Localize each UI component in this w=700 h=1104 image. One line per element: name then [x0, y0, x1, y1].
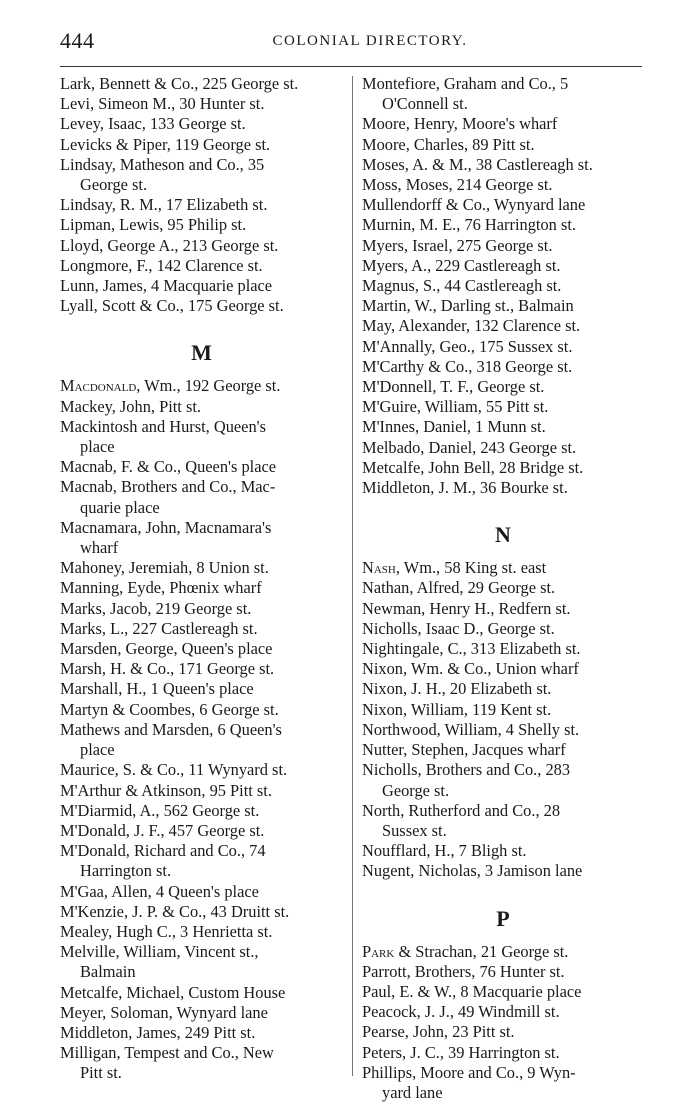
entry-text: Lloyd, George A., 213 George st. [60, 235, 279, 255]
directory-entry [60, 558, 343, 578]
running-title: COLONIAL DIRECTORY. [272, 33, 468, 49]
directory-entry [60, 882, 343, 902]
column-divider [352, 76, 353, 1076]
entry-text: Levi, Simeon M., 30 Hunter st. [60, 94, 265, 114]
directory-entry [60, 720, 343, 760]
directory-entry [362, 1063, 644, 1103]
entry-text: Phillips, Moore and Co., 9 Wyn- [362, 1062, 576, 1082]
directory-entry [362, 720, 644, 740]
entry-text: M'Gaa, Allen, 4 Queen's place [60, 881, 259, 901]
entry-text: M'Donald, J. F., 457 George st. [60, 820, 265, 840]
entry-text: Marks, Jacob, 219 George st. [60, 598, 252, 618]
directory-entry [60, 700, 343, 720]
directory-entry [60, 397, 343, 417]
directory-entry [60, 417, 343, 457]
entry-surname: Nash [362, 558, 396, 578]
entry-text: Macnab, Brothers and Co., Mac- [60, 477, 276, 497]
entry-text: Nightingale, C., 313 Elizabeth st. [362, 639, 581, 659]
directory-entry [60, 983, 343, 1003]
entry-text: Lindsay, Matheson and Co., 35 [60, 154, 265, 174]
entry-text: Nutter, Stephen, Jacques wharf [362, 740, 566, 760]
directory-entry [60, 599, 343, 619]
entry-text: Metcalfe, John Bell, 28 Bridge st. [362, 457, 584, 477]
directory-entry [60, 922, 343, 942]
entry-text: Moses, A. & M., 38 Castlereagh st. [362, 154, 593, 174]
entry-continuation: Balmain [80, 962, 136, 982]
entry-text: M'Guire, William, 55 Pitt st. [362, 397, 549, 417]
entry-text: Levicks & Piper, 119 George st. [60, 134, 271, 154]
entry-continuation: George st. [80, 175, 148, 195]
directory-entry [362, 296, 644, 316]
entry-text: Moore, Charles, 89 Pitt st. [362, 134, 535, 154]
directory-entry [60, 1023, 343, 1043]
page-number: 444 [60, 28, 95, 53]
entry-text: Nixon, J. H., 20 Elizabeth st. [362, 679, 552, 699]
entry-text: Marsden, George, Queen's place [60, 639, 273, 659]
directory-entry [362, 135, 644, 155]
entry-text: Martyn & Coombes, 6 George st. [60, 699, 279, 719]
entry-text: Nixon, Wm. & Co., Union wharf [362, 659, 579, 679]
entry-text: Moore, Henry, Moore's wharf [362, 114, 558, 134]
directory-entry [362, 357, 644, 377]
entry-text: Myers, A., 229 Castlereagh st. [362, 255, 561, 275]
entry-text: Milligan, Tempest and Co., New [60, 1043, 274, 1063]
directory-entry [362, 740, 644, 760]
entry-text: Meyer, Soloman, Wynyard lane [60, 1002, 268, 1022]
directory-entry [362, 962, 644, 982]
directory-entry [362, 215, 644, 235]
directory-entry [60, 578, 343, 598]
directory-entry [362, 276, 644, 296]
entry-text: , Wm., 58 King st. east [395, 558, 547, 578]
directory-entry [362, 175, 644, 195]
directory-entry [362, 558, 644, 578]
directory-entry [60, 801, 343, 821]
entry-continuation: O'Connell st. [382, 94, 468, 114]
entry-text: Nicholls, Brothers and Co., 283 [362, 760, 571, 780]
entry-surname: Macdonald [60, 376, 137, 396]
entry-text: North, Rutherford and Co., 28 [362, 800, 561, 820]
entry-continuation: Sussex st. [382, 820, 447, 840]
directory-entry [60, 942, 343, 982]
directory-entry [362, 619, 644, 639]
entry-text: Pearse, John, 23 Pitt st. [362, 1022, 515, 1042]
directory-entry [362, 679, 644, 699]
entry-text: Northwood, William, 4 Shelly st. [362, 719, 580, 739]
directory-entry [362, 236, 644, 256]
directory-entry [362, 801, 644, 841]
entry-text: Murnin, M. E., 76 Harrington st. [362, 215, 576, 235]
entry-text: Nixon, William, 119 Kent st. [362, 699, 552, 719]
entry-text: M'Innes, Daniel, 1 Munn st. [362, 417, 546, 437]
directory-entry [362, 458, 644, 478]
directory-entry [362, 861, 644, 881]
entry-continuation: Harrington st. [80, 861, 172, 881]
directory-entry [362, 982, 644, 1002]
section-letter-m: M [191, 340, 212, 366]
directory-entry [60, 114, 343, 134]
entry-text: Melbado, Daniel, 243 George st. [362, 437, 577, 457]
entry-text: Newman, Henry H., Redfern st. [362, 598, 571, 618]
directory-entry [60, 902, 343, 922]
directory-entry [60, 135, 343, 155]
entry-text: , Wm., 192 George st. [136, 376, 281, 396]
page-header [60, 28, 640, 58]
entry-continuation: quarie place [80, 497, 160, 517]
directory-entry [60, 155, 343, 195]
directory-entry [362, 760, 644, 800]
entry-text: Montefiore, Graham and Co., 5 [362, 74, 569, 93]
directory-entry [362, 841, 644, 861]
directory-entry [362, 397, 644, 417]
directory-entry [362, 942, 644, 962]
entry-text: Macnamara, John, Macnamara's [60, 517, 272, 537]
entry-continuation: George st. [382, 780, 450, 800]
entry-text: Lark, Bennett & Co., 225 George st. [60, 74, 299, 93]
directory-entry [60, 639, 343, 659]
entry-text: Levey, Isaac, 133 George st. [60, 114, 246, 134]
entry-text: M'Carthy & Co., 318 George st. [362, 356, 573, 376]
entry-text: Longmore, F., 142 Clarence st. [60, 255, 263, 275]
directory-entry [60, 477, 343, 517]
directory-entry [60, 1003, 343, 1023]
directory-entry [362, 1002, 644, 1022]
entry-text: Maurice, S. & Co., 11 Wynyard st. [60, 760, 288, 780]
directory-entry [60, 276, 343, 296]
directory-entry [362, 659, 644, 679]
directory-entry [362, 74, 644, 114]
directory-entry [60, 215, 343, 235]
entry-text: Magnus, S., 44 Castlereagh st. [362, 276, 562, 296]
directory-entry [362, 578, 644, 598]
directory-entry [60, 679, 343, 699]
directory-entry [362, 316, 644, 336]
directory-entry [60, 296, 343, 316]
entry-text: Lipman, Lewis, 95 Philip st. [60, 215, 247, 235]
left-column [60, 74, 343, 1084]
directory-entry [362, 195, 644, 215]
entry-text: Mealey, Hugh C., 3 Henrietta st. [60, 921, 273, 941]
directory-entry [60, 619, 343, 639]
entry-text: Marshall, H., 1 Queen's place [60, 679, 254, 699]
entry-continuation: place [80, 740, 115, 760]
entry-text: Peacock, J. J., 49 Windmill st. [362, 1002, 560, 1022]
entry-text: Macnab, F. & Co., Queen's place [60, 457, 277, 477]
directory-entry [362, 639, 644, 659]
entry-continuation: yard lane [382, 1082, 443, 1102]
entry-text: Myers, Israel, 275 George st. [362, 235, 553, 255]
directory-entry [60, 236, 343, 256]
entry-text: Lyall, Scott & Co., 175 George st. [60, 296, 284, 316]
directory-entry [362, 438, 644, 458]
entry-text: Peters, J. C., 39 Harrington st. [362, 1042, 560, 1062]
directory-entry [362, 417, 644, 437]
entry-continuation: Pitt st. [80, 1063, 122, 1083]
entry-text: Mackintosh and Hurst, Queen's [60, 416, 266, 436]
directory-entry [60, 760, 343, 780]
entry-text: M'Donnell, T. F., George st. [362, 377, 545, 397]
entry-text: Mackey, John, Pitt st. [60, 396, 201, 416]
entry-text: Nugent, Nicholas, 3 Jamison lane [362, 861, 583, 881]
entry-text: Melville, William, Vincent st., [60, 942, 259, 962]
directory-entry [60, 457, 343, 477]
entry-text: Middleton, James, 249 Pitt st. [60, 1022, 256, 1042]
directory-entry [60, 659, 343, 679]
entry-text: M'Diarmid, A., 562 George st. [60, 800, 260, 820]
entry-text: Noufflard, H., 7 Bligh st. [362, 841, 527, 861]
entry-text: Lindsay, R. M., 17 Elizabeth st. [60, 195, 268, 215]
directory-entry [362, 1043, 644, 1063]
entry-text: Mathews and Marsden, 6 Queen's [60, 719, 282, 739]
directory-entry [60, 1043, 343, 1083]
directory-entry [60, 256, 343, 276]
section-letter-n: N [495, 522, 511, 548]
directory-entry [60, 74, 343, 94]
entry-continuation: place [80, 437, 115, 457]
entry-text: May, Alexander, 132 Clarence st. [362, 316, 581, 336]
directory-entry [60, 376, 343, 396]
entry-text: Lunn, James, 4 Macquarie place [60, 276, 273, 296]
entry-text: Mahoney, Jeremiah, 8 Union st. [60, 558, 269, 578]
entry-text: Moss, Moses, 214 George st. [362, 175, 553, 195]
entry-text: M'Annally, Geo., 175 Sussex st. [362, 336, 573, 356]
right-column [362, 74, 644, 1103]
directory-entry [362, 337, 644, 357]
directory-entry [362, 256, 644, 276]
entry-text: Parrott, Brothers, 76 Hunter st. [362, 961, 565, 981]
directory-entry [60, 821, 343, 841]
entry-text: Manning, Eyde, Phœnix wharf [60, 578, 262, 598]
entry-text: Middleton, J. M., 36 Bourke st. [362, 478, 568, 498]
entry-text: Marsh, H. & Co., 171 George st. [60, 659, 275, 679]
entry-text: M'Kenzie, J. P. & Co., 43 Druitt st. [60, 901, 290, 921]
entry-text: Martin, W., Darling st., Balmain [362, 296, 574, 316]
directory-entry [362, 377, 644, 397]
entry-continuation: wharf [80, 538, 119, 558]
entry-surname: Park [362, 941, 395, 961]
entry-text: Marks, L., 227 Castlereagh st. [60, 618, 258, 638]
header-rule [60, 66, 642, 67]
entry-text: Paul, E. & W., 8 Macquarie place [362, 981, 582, 1001]
directory-entry [60, 195, 343, 215]
directory-entry [362, 1022, 644, 1042]
entry-text: Metcalfe, Michael, Custom House [60, 982, 286, 1002]
directory-entry [362, 700, 644, 720]
directory-entry [60, 518, 343, 558]
directory-entry [362, 155, 644, 175]
directory-entry [362, 114, 644, 134]
entry-text: M'Donald, Richard and Co., 74 [60, 841, 266, 861]
directory-entry [362, 599, 644, 619]
section-letter-p: P [496, 905, 510, 931]
entry-text: M'Arthur & Atkinson, 95 Pitt st. [60, 780, 272, 800]
entry-text: & Strachan, 21 George st. [394, 941, 569, 961]
entry-text: Mullendorff & Co., Wynyard lane [362, 195, 586, 215]
directory-entry [60, 94, 343, 114]
entry-text: Nathan, Alfred, 29 George st. [362, 578, 556, 598]
entry-text: Nicholls, Isaac D., George st. [362, 618, 555, 638]
directory-entry [60, 841, 343, 881]
directory-entry [362, 478, 644, 498]
directory-entry [60, 781, 343, 801]
